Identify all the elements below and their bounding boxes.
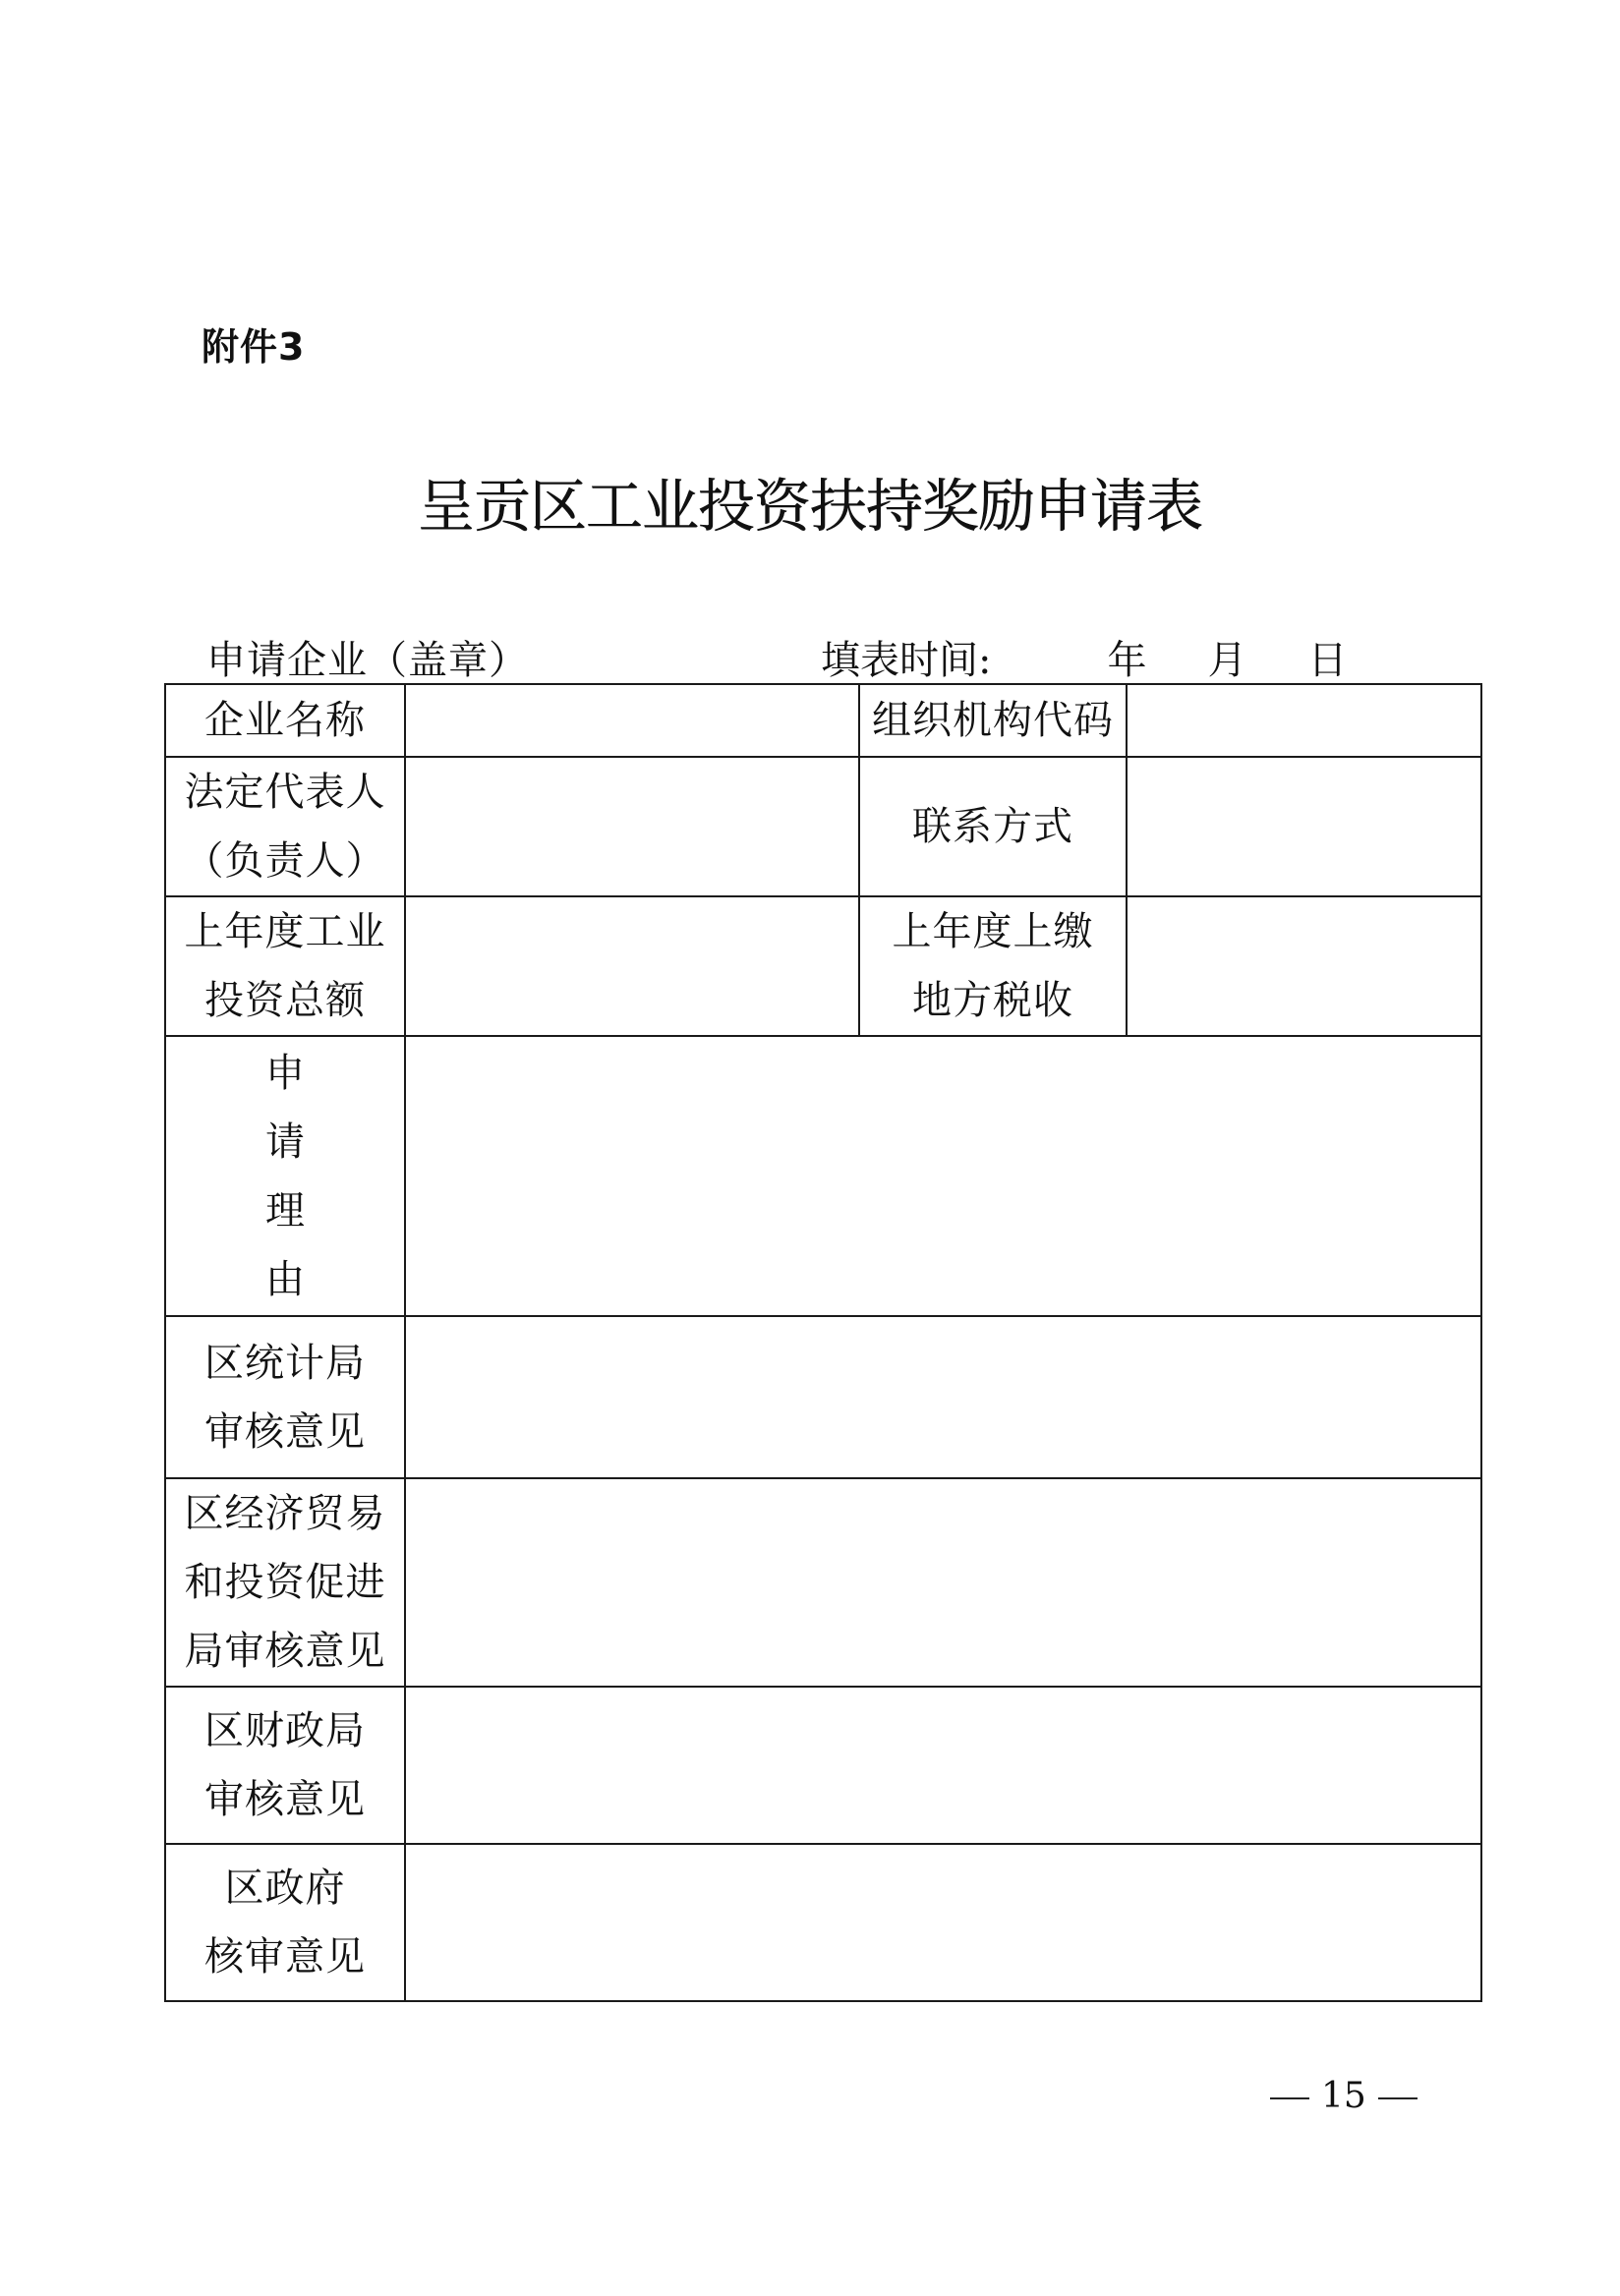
economic-trade-label-line3: 局审核意见	[184, 1629, 386, 1674]
legal-rep-label-line2: （负责人）	[184, 838, 386, 884]
company-name-field[interactable]	[405, 684, 859, 757]
legal-rep-label	[165, 757, 405, 896]
month-label: 月	[1207, 638, 1247, 683]
local-tax-label-line1: 上年度上缴	[892, 909, 1094, 954]
economic-trade-label-line1: 区经济贸易	[184, 1491, 386, 1536]
stats-bureau-label-line2: 审核意见	[204, 1408, 366, 1455]
dash-left	[1270, 2097, 1309, 2099]
reason-char: 理	[265, 1187, 305, 1234]
legal-rep-field[interactable]	[405, 757, 859, 896]
dash-right	[1378, 2097, 1418, 2099]
local-tax-label-line2: 地方税收	[912, 978, 1073, 1023]
economic-trade-bureau-label	[165, 1478, 405, 1687]
table-row	[165, 1478, 1481, 1687]
district-government-opinion-field[interactable]	[405, 1844, 1481, 2001]
application-reason-field[interactable]	[405, 1036, 1481, 1316]
table-row	[165, 896, 1481, 1036]
table-row	[165, 684, 1481, 757]
district-government-label	[165, 1844, 405, 2001]
fill-date-label: 填表时间:	[821, 638, 992, 683]
table-row	[165, 1687, 1481, 1844]
attachment-label: 附件3	[202, 325, 306, 369]
applicant-label: 申请企业（盖章）	[206, 638, 529, 683]
table-row	[165, 757, 1481, 896]
application-reason-label	[165, 1036, 405, 1316]
finance-bureau-opinion-field[interactable]	[405, 1687, 1481, 1844]
reason-char: 由	[265, 1256, 305, 1302]
page-number-value: 15	[1321, 2076, 1366, 2116]
investment-total-field[interactable]	[405, 896, 859, 1036]
investment-total-label-line2: 投资总额	[204, 978, 366, 1023]
fill-date	[821, 629, 1347, 685]
local-tax-label	[859, 896, 1127, 1036]
finance-bureau-label	[165, 1687, 405, 1844]
table-row	[165, 1036, 1481, 1316]
economic-trade-label-line2: 和投资促进	[184, 1560, 386, 1605]
org-code-field[interactable]	[1127, 684, 1481, 757]
finance-bureau-label-line1: 区财政局	[204, 1708, 366, 1753]
org-code-label: 组织机构代码	[859, 684, 1127, 757]
local-tax-field[interactable]	[1127, 896, 1481, 1036]
contact-field[interactable]	[1127, 757, 1481, 896]
contact-label: 联系方式	[859, 757, 1127, 896]
year-label: 年	[1107, 638, 1147, 683]
investment-total-label	[165, 896, 405, 1036]
legal-rep-label-line1: 法定代表人	[184, 770, 386, 815]
day-label: 日	[1307, 638, 1348, 683]
application-form-table	[164, 683, 1482, 2002]
table-row	[165, 1844, 1481, 2001]
finance-bureau-label-line2: 审核意见	[204, 1777, 366, 1822]
table-row	[165, 1316, 1481, 1478]
company-name-label: 企业名称	[165, 684, 405, 757]
reason-char: 请	[265, 1119, 305, 1165]
district-government-label-line1: 区政府	[224, 1866, 346, 1911]
page-title: 呈贡区工业投资扶持奖励申请表	[417, 473, 1202, 540]
stats-bureau-label	[165, 1316, 405, 1478]
economic-trade-opinion-field[interactable]	[405, 1478, 1481, 1687]
stats-bureau-opinion-field[interactable]	[405, 1316, 1481, 1478]
stats-bureau-label-line1: 区统计局	[204, 1340, 366, 1386]
district-government-label-line2: 核审意见	[204, 1934, 366, 1980]
page-number	[1258, 2076, 1429, 2116]
reason-char: 申	[265, 1050, 305, 1096]
investment-total-label-line1: 上年度工业	[184, 909, 386, 954]
